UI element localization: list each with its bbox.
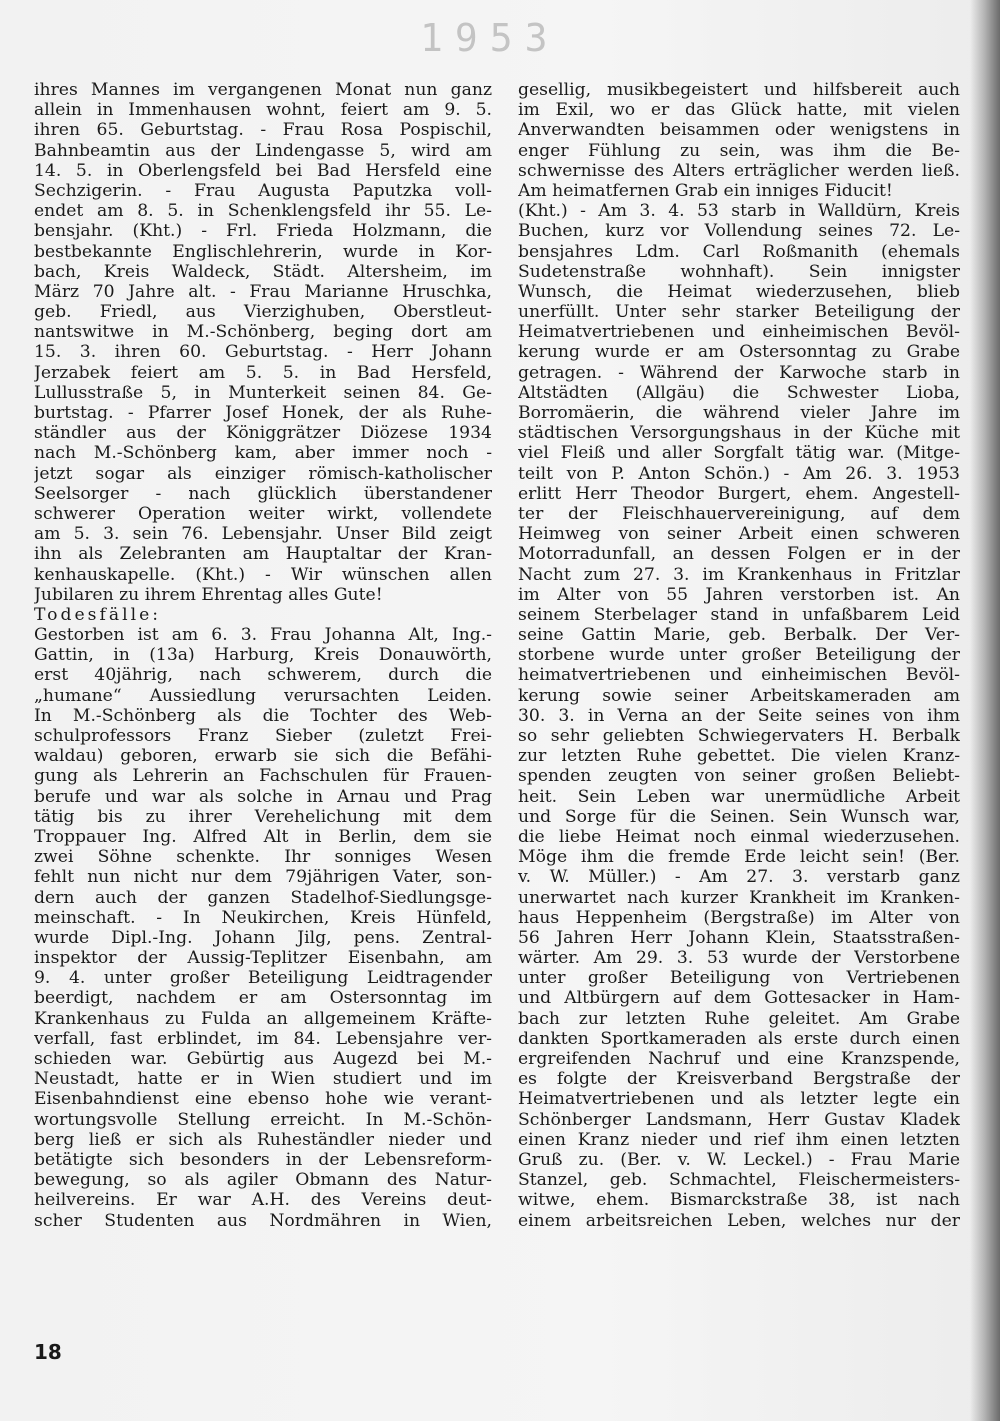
text-line: Buchen, kurz vor Vollendung seines 72. Le- [518, 221, 960, 242]
text-line: Bahnbeamtin aus der Lindengasse 5, wird am [34, 140, 492, 161]
text-line: Nacht zum 27. 3. im Krankenhaus in Fritzlar [518, 564, 960, 585]
text-line: Möge ihm die fremde Erde leicht sein! (Ber. [518, 847, 960, 868]
text-line: Borromäerin, die während vieler Jahre im [518, 403, 960, 423]
text-line: seine Gattin Marie, geb. Berbalk. Der Ver- [518, 625, 960, 646]
text-line: heimatvertriebenen und einheimischen Bevöl- [518, 665, 960, 686]
text-line: spenden zeugten von seiner großen Beliebt- [518, 766, 960, 787]
text-line: unerwartet nach kurzer Krankheit im Kranken- [518, 887, 960, 908]
text-line: Neustadt, hatte er in Wien studiert und im [34, 1069, 492, 1090]
text-line: Altstädten (Allgäu) die Schwester Lioba, [518, 382, 960, 403]
text-line: Gattin, in (13a) Harburg, Kreis Donauwörth, [34, 645, 492, 666]
text-line: Wunsch, die Heimat wiederzusehen, blieb [518, 281, 960, 302]
text-line: bestbekannte Englischlehrerin, wurde in Kor- [34, 241, 492, 262]
text-line: bach, Kreis Waldeck, Städt. Altersheim, im [34, 261, 492, 282]
text-line: so sehr geliebten Schwiegervaters H. Berbalk [518, 726, 960, 746]
text-line: fehlt nun nicht nur dem 79jährigen Vater, son- [34, 867, 492, 888]
text-line: ter der Fleischhauervereinigung, auf dem [518, 503, 960, 524]
text-line: gung als Lehrerin an Fachschulen für Frauen- [34, 766, 492, 787]
text-line: ständler aus der Königgrätzer Diözese 1934 [34, 423, 492, 444]
text-line: betätigte sich besonders in der Lebensreform- [34, 1149, 492, 1170]
text-line: städtischen Versorgungshaus in der Küche mit [518, 423, 960, 444]
text-line: heilvereins. Er war A.H. des Vereins deut- [34, 1190, 492, 1211]
text-line: beerdigt, nachdem er am Ostersonntag im [34, 988, 492, 1009]
text-line: endet am 8. 5. in Schenklengsfeld ihr 55. Le- [34, 201, 492, 222]
text-line: jetzt sogar als einziger römisch-katholischer [34, 463, 492, 484]
text-line: die liebe Heimat noch einmal wiederzusehen. [518, 826, 960, 847]
text-line: Seelsorger - nach glücklich überstandener [34, 483, 492, 504]
text-line: schieden war. Gebürtig aus Augezd bei M.- [34, 1049, 492, 1069]
text-line: kerung wurde er am Ostersonntag zu Grabe [518, 342, 960, 363]
text-line: waldau) geboren, erwarb sie sich die Befähi- [34, 746, 492, 767]
text-line: „humane“ Aussiedlung verursachten Leiden. [34, 685, 492, 706]
text-line: berufe und war als solche in Arnau und Prag [34, 786, 492, 807]
text-line: allein in Immenhausen wohnt, feiert am 9. 5. [34, 100, 492, 121]
text-line: viel Fleiß und aller Sorgfalt tätig war. (Mitge- [518, 443, 960, 464]
text-line: ihn als Zelebranten am Hauptaltar der Kran- [34, 544, 492, 565]
text-line: Gruß zu. (Ber. v. W. Leckel.) - Frau Marie [518, 1149, 960, 1170]
text-line: einem arbeitsreichen Leben, welches nur der [518, 1210, 960, 1231]
text-line: In M.-Schönberg als die Tochter des Web- [34, 705, 492, 726]
text-line: im Alter von 55 Jahren verstorben ist. An [518, 584, 960, 605]
text-line: kenhauskapelle. (Kht.) - Wir wünschen allen [34, 564, 492, 585]
text-line: geb. Friedl, aus Vierzighuben, Oberstleut- [34, 302, 492, 323]
text-line: heit. Sein Leben war unermüdliche Arbeit [518, 786, 960, 807]
text-line: Jubilaren zu ihrem Ehrentag alles Gute! [34, 584, 383, 605]
text-line: schwernisse des Alters erträglicher werden ließ. [518, 160, 960, 181]
text-line: bach zur letzten Ruhe geleitet. Am Grabe [518, 1008, 960, 1029]
text-line: Jerzabek feiert am 5. 5. in Bad Hersfeld, [34, 362, 492, 383]
text-line: Krankenhaus zu Fulda an allgemeinem Kräfte- [34, 1008, 492, 1029]
text-line: dankten Sportkameraden als erste durch einen [518, 1028, 960, 1049]
text-line: Eisenbahndienst eine ebenso hohe wie verant- [34, 1089, 492, 1110]
right-text-column [518, 80, 960, 1231]
text-line: Schönberger Landsmann, Herr Gustav Kladek [518, 1109, 960, 1130]
year-stamp: 1953 [420, 16, 560, 60]
text-line: Sudetenstraße wohnhaft). Sein innigster [518, 261, 960, 282]
text-line: tätig bis zu ihrer Verehelichung mit dem [34, 806, 492, 827]
text-line: 15. 3. ihren 60. Geburtstag. - Herr Johann [34, 342, 492, 363]
book-spine-shadow [970, 0, 1000, 1421]
left-text-column [34, 80, 492, 1231]
text-line: Am heimatfernen Grab ein inniges Fiducit! [518, 180, 893, 201]
text-line: Sechzigerin. - Frau Augusta Paputzka voll- [34, 180, 492, 201]
text-line: einen Kranz nieder und rief ihm einen letzten [518, 1129, 960, 1150]
text-line: Stanzel, geb. Schmachtel, Fleischermeisters- [518, 1170, 960, 1191]
page-number: 18 [34, 1340, 62, 1364]
text-line: teilt von P. Anton Schön.) - Am 26. 3. 1953 [518, 463, 960, 484]
text-line: scher Studenten aus Nordmähren in Wien, [34, 1210, 492, 1231]
text-line: getragen. - Während der Karwoche starb in [518, 362, 960, 383]
text-line: unter großer Beteiligung von Vertriebenen [518, 968, 960, 989]
text-line: ihren 65. Geburtstag. - Frau Rosa Pospischil, [34, 120, 492, 141]
text-line: enger Fühlung zu sein, was ihm die Be- [518, 140, 960, 161]
text-line: ergreifenden Nachruf und eine Kranzspende, [518, 1049, 960, 1069]
text-line: wärter. Am 29. 3. 53 wurde der Verstorbene [518, 948, 960, 969]
text-line: zwei Söhne schenkte. Ihr sonniges Wesen [34, 847, 492, 868]
text-line: unerfüllt. Unter sehr starker Beteiligung der [518, 302, 960, 323]
text-line: dern auch der ganzen Stadelhof-Siedlungsge- [34, 887, 492, 908]
text-line: schulprofessors Franz Sieber (zuletzt Frei- [34, 726, 492, 746]
text-line: wortungsvolle Stellung erreicht. In M.-Schön- [34, 1109, 492, 1130]
text-line: inspektor der Aussig-Teplitzer Eisenbahn, am [34, 948, 492, 969]
text-line: Heimweg von seiner Arbeit einen schweren [518, 524, 960, 545]
text-line: storbene wurde unter großer Beteiligung der [518, 645, 960, 666]
text-line: erlitt Herr Theodor Burgert, ehem. Angestell- [518, 483, 960, 504]
text-line: Anverwandten beisammen oder wenigstens in [518, 120, 960, 141]
text-line: 14. 5. in Oberlengsfeld bei Bad Hersfeld eine [34, 160, 492, 181]
text-line: und Sorge für die Seinen. Sein Wunsch war, [518, 806, 960, 827]
text-line: zur letzten Ruhe gebettet. Die vielen Kranz- [518, 746, 960, 767]
text-line: es folgte der Kreisverband Bergstraße der [518, 1069, 960, 1090]
text-line: Troppauer Ing. Alfred Alt in Berlin, dem sie [34, 826, 492, 847]
text-line: v. W. Müller.) - Am 27. 3. verstarb ganz [518, 867, 960, 888]
text-line: (Kht.) - Am 3. 4. 53 starb in Walldürn, Kreis [518, 201, 960, 222]
text-line: berg ließ er sich als Ruheständler nieder und [34, 1129, 492, 1150]
text-line: Heimatvertriebenen und als letzter legte ein [518, 1089, 960, 1110]
text-line: bensjahr. (Kht.) - Frl. Frieda Holzmann, die [34, 221, 492, 242]
text-line: Heimatvertriebenen und einheimischen Bevöl- [518, 322, 960, 343]
text-line: nantswitwe in M.-Schönberg, beging dort am [34, 322, 492, 343]
text-line: 30. 3. in Verna an der Seite seines von ihm [518, 705, 960, 726]
text-line: Gestorben ist am 6. 3. Frau Johanna Alt, Ing.- [34, 625, 492, 646]
text-line: meinschaft. - In Neukirchen, Kreis Hünfeld, [34, 907, 492, 928]
text-line: haus Heppenheim (Bergstraße) im Alter von [518, 907, 960, 928]
text-line: Motorradunfall, an dessen Folgen er in der [518, 544, 960, 565]
text-line: verfall, fast erblindet, im 84. Lebensjahre ver- [34, 1028, 492, 1049]
text-line: bewegung, so als agiler Obmann des Natur- [34, 1170, 492, 1191]
text-line: nach M.-Schönberg kam, aber immer noch - [34, 443, 492, 464]
text-line: gesellig, musikbegeistert und hilfsbereit auch [518, 80, 960, 100]
section-heading: Todesfälle: [34, 604, 162, 625]
text-line: und Altbürgern auf dem Gottesacker in Ham- [518, 988, 960, 1009]
text-line: im Exil, wo er das Glück hatte, mit vielen [518, 100, 960, 121]
text-line: bensjahres Ldm. Carl Roßmanith (ehemals [518, 241, 960, 262]
text-line: kerung sowie seiner Arbeitskameraden am [518, 685, 960, 706]
text-line: März 70 Jahre alt. - Frau Marianne Hruschka, [34, 281, 492, 302]
text-line: wurde Dipl.-Ing. Johann Jilg, pens. Zentral- [34, 927, 492, 948]
text-line: seinem Sterbelager stand in unfaßbarem Leid [518, 604, 960, 625]
text-line: erst 40jährig, nach schwerem, durch die [34, 665, 492, 686]
text-line: witwe, ehem. Bismarckstraße 38, ist nach [518, 1190, 960, 1211]
text-line: burtstag. - Pfarrer Josef Honek, der als Ruhe- [34, 403, 492, 423]
text-line: 9. 4. unter großer Beteiligung Leidtragender [34, 968, 492, 989]
text-line: schwerer Operation weiter wirkt, vollendete [34, 503, 492, 524]
text-line: am 5. 3. sein 76. Lebensjahr. Unser Bild zeigt [34, 524, 492, 545]
text-line: ihres Mannes im vergangenen Monat nun ganz [34, 80, 492, 100]
text-line: 56 Jahren Herr Johann Klein, Staatsstraßen- [518, 927, 960, 948]
text-line: Lullusstraße 5, in Munterkeit seinen 84. Ge- [34, 382, 492, 403]
